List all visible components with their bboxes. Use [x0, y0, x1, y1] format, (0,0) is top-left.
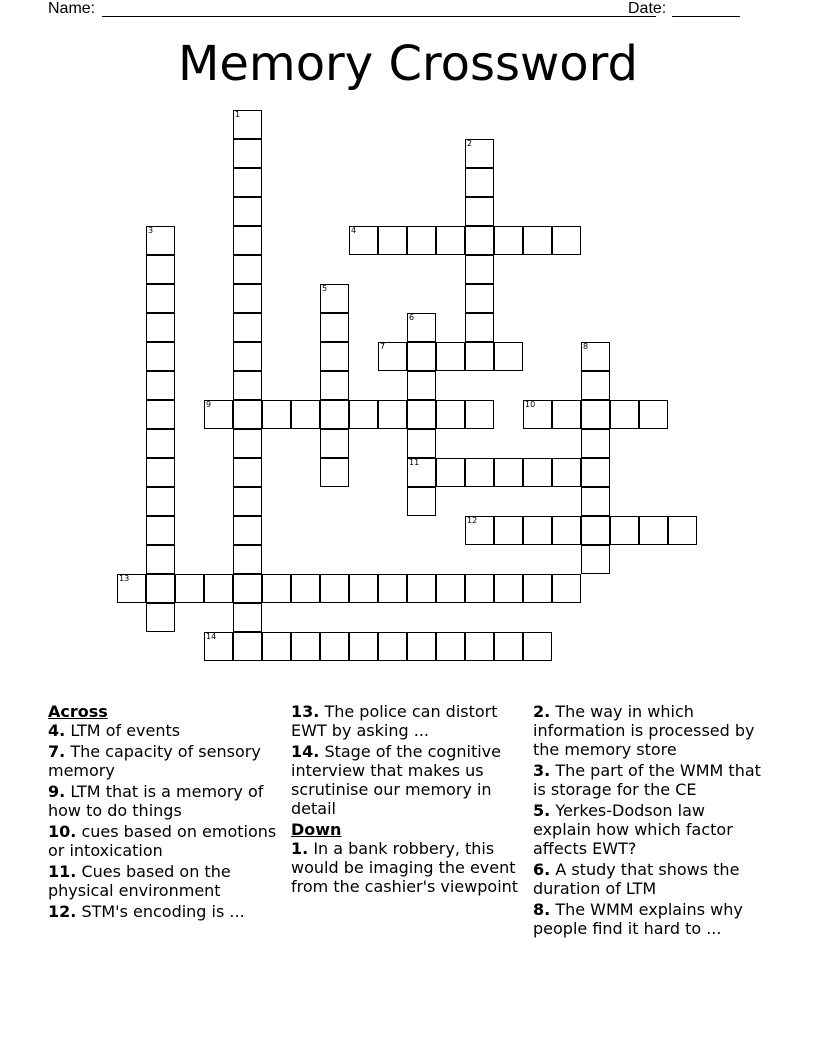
name-label: Name:: [48, 0, 96, 17]
crossword-cell[interactable]: [407, 429, 436, 458]
clue-number: 1: [235, 110, 241, 119]
crossword-cell[interactable]: [291, 632, 320, 661]
clue-across-10: 10. cues based on emotions or intoxication: [48, 822, 277, 860]
clue-down-5: 5. Yerkes-Dodson law explain how which factor affects EWT?: [533, 801, 733, 858]
crossword-cell[interactable]: [146, 458, 175, 487]
clue-down-6: 6. A study that shows the duration of LTM: [533, 860, 740, 898]
clue-number: 11: [409, 458, 420, 467]
crossword-cell[interactable]: [581, 516, 610, 545]
crossword-cell[interactable]: [233, 139, 262, 168]
crossword-cell[interactable]: [436, 342, 465, 371]
clue-number: 8: [583, 342, 589, 351]
crossword-cell[interactable]: [465, 139, 494, 168]
crossword-cell[interactable]: [146, 342, 175, 371]
crossword-cell[interactable]: [639, 516, 668, 545]
crossword-cell[interactable]: [233, 284, 262, 313]
date-label: Date:: [628, 0, 667, 17]
crossword-cell[interactable]: [146, 487, 175, 516]
crossword-cell[interactable]: [465, 197, 494, 226]
crossword-cell[interactable]: [320, 632, 349, 661]
crossword-cell[interactable]: [378, 632, 407, 661]
crossword-cell[interactable]: [552, 574, 581, 603]
down-heading: Down: [291, 820, 342, 839]
across-heading: Across: [48, 702, 108, 721]
clue-down-1: 1. In a bank robbery, this would be imaging the event from the cashier's viewpoint: [291, 839, 519, 896]
crossword-cell[interactable]: [436, 458, 465, 487]
crossword-cell[interactable]: [523, 574, 552, 603]
crossword-cell[interactable]: [494, 632, 523, 661]
crossword-cell[interactable]: [291, 400, 320, 429]
clue-across-14: 14. Stage of the cognitive interview that makes us scrutinise our memory in detail: [291, 742, 501, 818]
crossword-cell[interactable]: [552, 226, 581, 255]
crossword-cell[interactable]: [407, 313, 436, 342]
crossword-cell[interactable]: [378, 574, 407, 603]
crossword-cell[interactable]: [146, 545, 175, 574]
crossword-cell[interactable]: [233, 516, 262, 545]
clue-across-4: 4. LTM of events: [48, 721, 181, 740]
crossword-cell[interactable]: [494, 342, 523, 371]
crossword-cell[interactable]: [233, 168, 262, 197]
crossword-cell[interactable]: [146, 226, 175, 255]
crossword-cell[interactable]: [581, 429, 610, 458]
crossword-cell[interactable]: [146, 574, 175, 603]
crossword-cell[interactable]: [407, 342, 436, 371]
crossword-cell[interactable]: [320, 371, 349, 400]
clue-down-3: 3. The part of the WMM that is storage for the CE: [533, 761, 761, 799]
crossword-cell[interactable]: [146, 516, 175, 545]
clues-column-1: [48, 702, 278, 923]
crossword-cell[interactable]: [320, 574, 349, 603]
crossword-cell[interactable]: [320, 313, 349, 342]
clues-column-2: [291, 702, 521, 898]
clues-column-3: [533, 702, 763, 940]
crossword-cell[interactable]: [523, 400, 552, 429]
crossword-cell[interactable]: [320, 429, 349, 458]
crossword-cell[interactable]: [262, 400, 291, 429]
crossword-cell[interactable]: [465, 458, 494, 487]
clue-across-12: 12. STM's encoding is ...: [48, 902, 245, 921]
crossword-cell[interactable]: [465, 574, 494, 603]
clue-number: 12: [467, 516, 478, 525]
clue-down-8: 8. The WMM explains why people find it hard to ...: [533, 900, 743, 938]
crossword-cell[interactable]: [494, 458, 523, 487]
crossword-cell[interactable]: [523, 516, 552, 545]
crossword-cell[interactable]: [465, 168, 494, 197]
crossword-cell[interactable]: [349, 632, 378, 661]
crossword-cell[interactable]: [494, 574, 523, 603]
crossword-cell[interactable]: [233, 632, 262, 661]
crossword-cell[interactable]: [610, 400, 639, 429]
crossword-cell[interactable]: [117, 574, 146, 603]
crossword-cell[interactable]: [320, 458, 349, 487]
clue-number: 9: [206, 400, 212, 409]
crossword-cell[interactable]: [146, 284, 175, 313]
crossword-cell[interactable]: [146, 603, 175, 632]
crossword-cell[interactable]: [320, 284, 349, 313]
crossword-cell[interactable]: [407, 400, 436, 429]
crossword-cell[interactable]: [581, 545, 610, 574]
crossword-cell[interactable]: [465, 313, 494, 342]
crossword-cell[interactable]: [204, 632, 233, 661]
crossword-cell[interactable]: [668, 516, 697, 545]
crossword-cell[interactable]: [407, 371, 436, 400]
crossword-cell[interactable]: [465, 632, 494, 661]
crossword-cell[interactable]: [494, 516, 523, 545]
crossword-cell[interactable]: [639, 400, 668, 429]
crossword-cell[interactable]: [494, 226, 523, 255]
crossword-cell[interactable]: [233, 313, 262, 342]
crossword-cell[interactable]: [291, 574, 320, 603]
crossword-cell[interactable]: [552, 516, 581, 545]
crossword-cell[interactable]: [262, 632, 291, 661]
crossword-cell[interactable]: [349, 574, 378, 603]
clue-number: 5: [322, 284, 328, 293]
crossword-cell[interactable]: [378, 342, 407, 371]
crossword-cell[interactable]: [146, 255, 175, 284]
crossword-cell[interactable]: [581, 342, 610, 371]
clue-number: 7: [380, 342, 386, 351]
crossword-cell[interactable]: [523, 458, 552, 487]
crossword-cell[interactable]: [407, 632, 436, 661]
crossword-cell[interactable]: [465, 400, 494, 429]
crossword-cell[interactable]: [233, 487, 262, 516]
crossword-cell[interactable]: [233, 197, 262, 226]
crossword-cell[interactable]: [233, 371, 262, 400]
crossword-cell[interactable]: [233, 458, 262, 487]
crossword-cell[interactable]: [146, 371, 175, 400]
crossword-cell[interactable]: [233, 603, 262, 632]
clue-down-2: 2. The way in which information is processed by the memory store: [533, 702, 755, 759]
crossword-cell[interactable]: [610, 516, 639, 545]
clue-number: 14: [206, 632, 217, 641]
crossword-cell[interactable]: [407, 226, 436, 255]
crossword-cell[interactable]: [233, 545, 262, 574]
clue-number: 10: [525, 400, 536, 409]
clue-across-11: 11. Cues based on the physical environment: [48, 862, 231, 900]
crossword-cell[interactable]: [349, 226, 378, 255]
crossword-cell[interactable]: [465, 255, 494, 284]
crossword-cell[interactable]: [146, 429, 175, 458]
crossword-cell[interactable]: [581, 458, 610, 487]
clue-number: 13: [119, 574, 130, 583]
crossword-cell[interactable]: [581, 487, 610, 516]
crossword-cell[interactable]: [175, 574, 204, 603]
page-title: Memory Crossword: [177, 36, 639, 92]
crossword-cell[interactable]: [552, 400, 581, 429]
crossword-cell[interactable]: [349, 400, 378, 429]
crossword-cell[interactable]: [204, 574, 233, 603]
clue-across-7: 7. The capacity of sensory memory: [48, 742, 261, 780]
clue-number: 6: [409, 313, 415, 322]
crossword-cell[interactable]: [407, 574, 436, 603]
crossword-cell[interactable]: [523, 632, 552, 661]
crossword-cell[interactable]: [465, 284, 494, 313]
crossword-cell[interactable]: [320, 400, 349, 429]
crossword-cell[interactable]: [233, 110, 262, 139]
crossword-cell[interactable]: [465, 516, 494, 545]
clue-across-9: 9. LTM that is a memory of how to do things: [48, 782, 264, 820]
crossword-cell[interactable]: [436, 226, 465, 255]
crossword-cell[interactable]: [407, 458, 436, 487]
crossword-cell[interactable]: [436, 400, 465, 429]
clue-number: 3: [148, 226, 154, 235]
crossword-cell[interactable]: [378, 400, 407, 429]
crossword-cell[interactable]: [233, 226, 262, 255]
crossword-cell[interactable]: [233, 400, 262, 429]
crossword-cell[interactable]: [523, 226, 552, 255]
crossword-cell[interactable]: [436, 632, 465, 661]
crossword-cell[interactable]: [233, 255, 262, 284]
crossword-cell[interactable]: [146, 400, 175, 429]
crossword-cell[interactable]: [581, 371, 610, 400]
crossword-cell[interactable]: [552, 458, 581, 487]
crossword-cell[interactable]: [465, 342, 494, 371]
clue-number: 4: [351, 226, 357, 235]
crossword-cell[interactable]: [262, 574, 291, 603]
crossword-cell[interactable]: [146, 313, 175, 342]
crossword-cell[interactable]: [233, 342, 262, 371]
crossword-cell[interactable]: [465, 226, 494, 255]
crossword-cell[interactable]: [233, 429, 262, 458]
crossword-cell[interactable]: [581, 400, 610, 429]
crossword-cell[interactable]: [233, 574, 262, 603]
clue-number: 2: [467, 139, 473, 148]
crossword-cell[interactable]: [407, 487, 436, 516]
crossword-cell[interactable]: [436, 574, 465, 603]
clue-across-13: 13. The police can distort EWT by asking ...: [291, 702, 498, 740]
crossword-cell[interactable]: [378, 226, 407, 255]
crossword-cell[interactable]: [204, 400, 233, 429]
crossword-cell[interactable]: [320, 342, 349, 371]
